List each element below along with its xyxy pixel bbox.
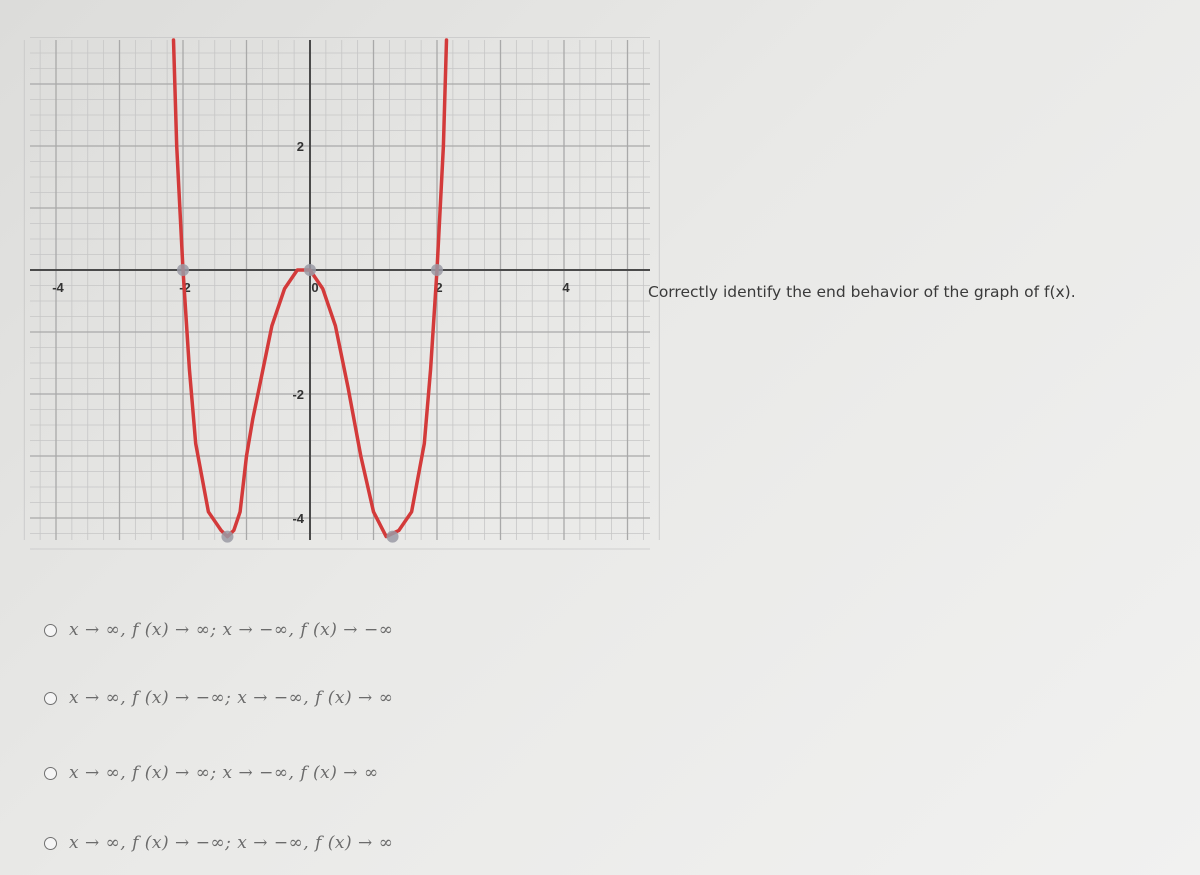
key-point bbox=[177, 264, 189, 276]
key-point bbox=[304, 264, 316, 276]
x-tick-label: 0 bbox=[311, 280, 319, 295]
y-tick-label: 2 bbox=[296, 139, 304, 154]
answer-option-4[interactable] bbox=[44, 833, 393, 853]
option-label: x → ∞, f (x) → −∞; x → −∞, f (x) → ∞ bbox=[69, 833, 394, 853]
radio-button[interactable] bbox=[44, 837, 57, 850]
function-graph bbox=[20, 30, 660, 550]
option-label: x → ∞, f (x) → ∞; x → −∞, f (x) → −∞ bbox=[69, 620, 394, 640]
y-tick-label: -2 bbox=[292, 387, 304, 402]
answer-option-2[interactable] bbox=[44, 688, 393, 708]
radio-button[interactable] bbox=[44, 692, 57, 705]
major-grid bbox=[30, 30, 650, 540]
answer-option-1[interactable] bbox=[44, 620, 393, 640]
x-tick-label: 2 bbox=[435, 280, 443, 295]
key-point bbox=[431, 264, 443, 276]
radio-button[interactable] bbox=[44, 767, 57, 780]
x-tick-label: 4 bbox=[562, 280, 570, 295]
x-tick-label: -2 bbox=[179, 280, 191, 295]
y-tick-label: -4 bbox=[292, 511, 304, 526]
radio-button[interactable] bbox=[44, 624, 57, 637]
key-point bbox=[387, 531, 399, 543]
question-prompt: Correctly identify the end behavior of the graph of f(x). bbox=[648, 283, 1076, 301]
key-point bbox=[221, 531, 233, 543]
x-tick-label: -4 bbox=[52, 280, 64, 295]
option-label: x → ∞, f (x) → −∞; x → −∞, f (x) → ∞ bbox=[69, 688, 394, 708]
option-label: x → ∞, f (x) → ∞; x → −∞, f (x) → ∞ bbox=[69, 763, 379, 783]
answer-option-3[interactable] bbox=[44, 763, 379, 783]
